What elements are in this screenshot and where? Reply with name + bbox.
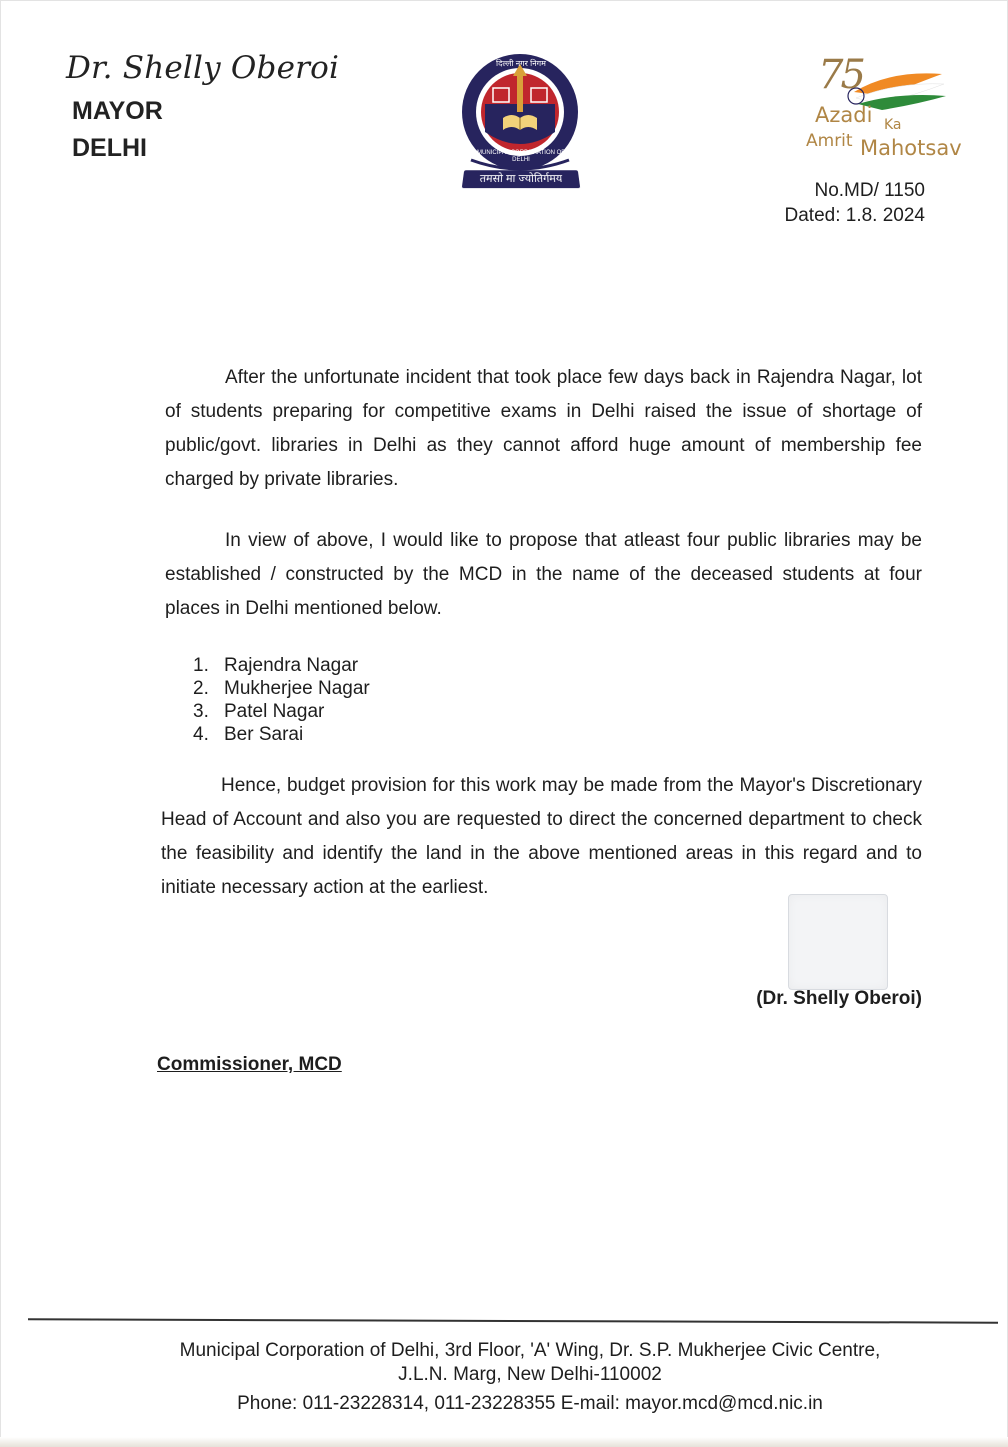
footer-address-line-1: Municipal Corporation of Delhi, 3rd Floor, 'A' Wing, Dr. S.P. Mukherjee Civic Centre, [179, 1340, 881, 1361]
letterhead-name: Dr. Shelly Oberoi [66, 50, 340, 86]
footer-address-line-2: J.L.N. Marg, New Delhi-110002 [398, 1364, 662, 1385]
emblem-top-text: दिल्ली नगर निगम [496, 59, 546, 68]
letterhead-designation: MAYOR [72, 97, 163, 125]
list-item: 4. Ber Sarai [193, 724, 304, 745]
signer-name: (Dr. Shelly Oberoi) [756, 988, 922, 1009]
azadi-word-amrit: Amrit [806, 131, 853, 151]
reference-block [785, 178, 926, 228]
redacted-signature [788, 894, 888, 990]
places-list [193, 654, 370, 746]
body-paragraph-1: After the unfortunate incident that took place few days back in Rajendra Nagar, lot of students preparing for competitive exams in Delhi raised the issue of shortage of public/govt. libraries in Delhi as they cannot afford huge amount of membership fee charged by private libraries. [165, 367, 922, 490]
page-bottom-edge [0, 1437, 1008, 1447]
reference-number: No.MD/ 1150 [814, 180, 925, 201]
reference-date: Dated: 1.8. 2024 [784, 205, 925, 226]
body-paragraph-2: In view of above, I would like to propose that atleast four public libraries may be established / constructed by the MCD in the name of the deceased students at four places in Delhi mentioned below. [165, 530, 922, 619]
body-paragraph-3: Hence, budget provision for this work may be made from the Mayor's Discretionary Head of Account and also you are requested to direct the concerned department to check the feasibility and identify the land in the above mentioned areas in this regard and to initiate necessary action at the earliest. [161, 775, 922, 898]
azadi-word-azadi: Azadi [815, 103, 873, 127]
azadi-number: 75 [818, 52, 863, 98]
footer-contact: Phone: 011-23228314, 011-23228355 E-mail: mayor.mcd@mcd.nic.in [237, 1393, 823, 1414]
list-item: 2. Mukherjee Nagar [193, 678, 370, 699]
list-item: 3. Patel Nagar [193, 701, 325, 722]
letterhead-city: DELHI [72, 134, 147, 162]
emblem-motto: तमसो मा ज्योतिर्गमय [462, 170, 580, 188]
addressee: Commissioner, MCD [157, 1054, 342, 1075]
azadi-word-ka: Ka [884, 117, 902, 133]
list-item: 1. Rajendra Nagar [193, 655, 359, 676]
azadi-word-mahotsav: Mahotsav [860, 136, 962, 160]
emblem-ring-text: MUNICIPAL CORPORATION OF DELHI [477, 150, 565, 163]
